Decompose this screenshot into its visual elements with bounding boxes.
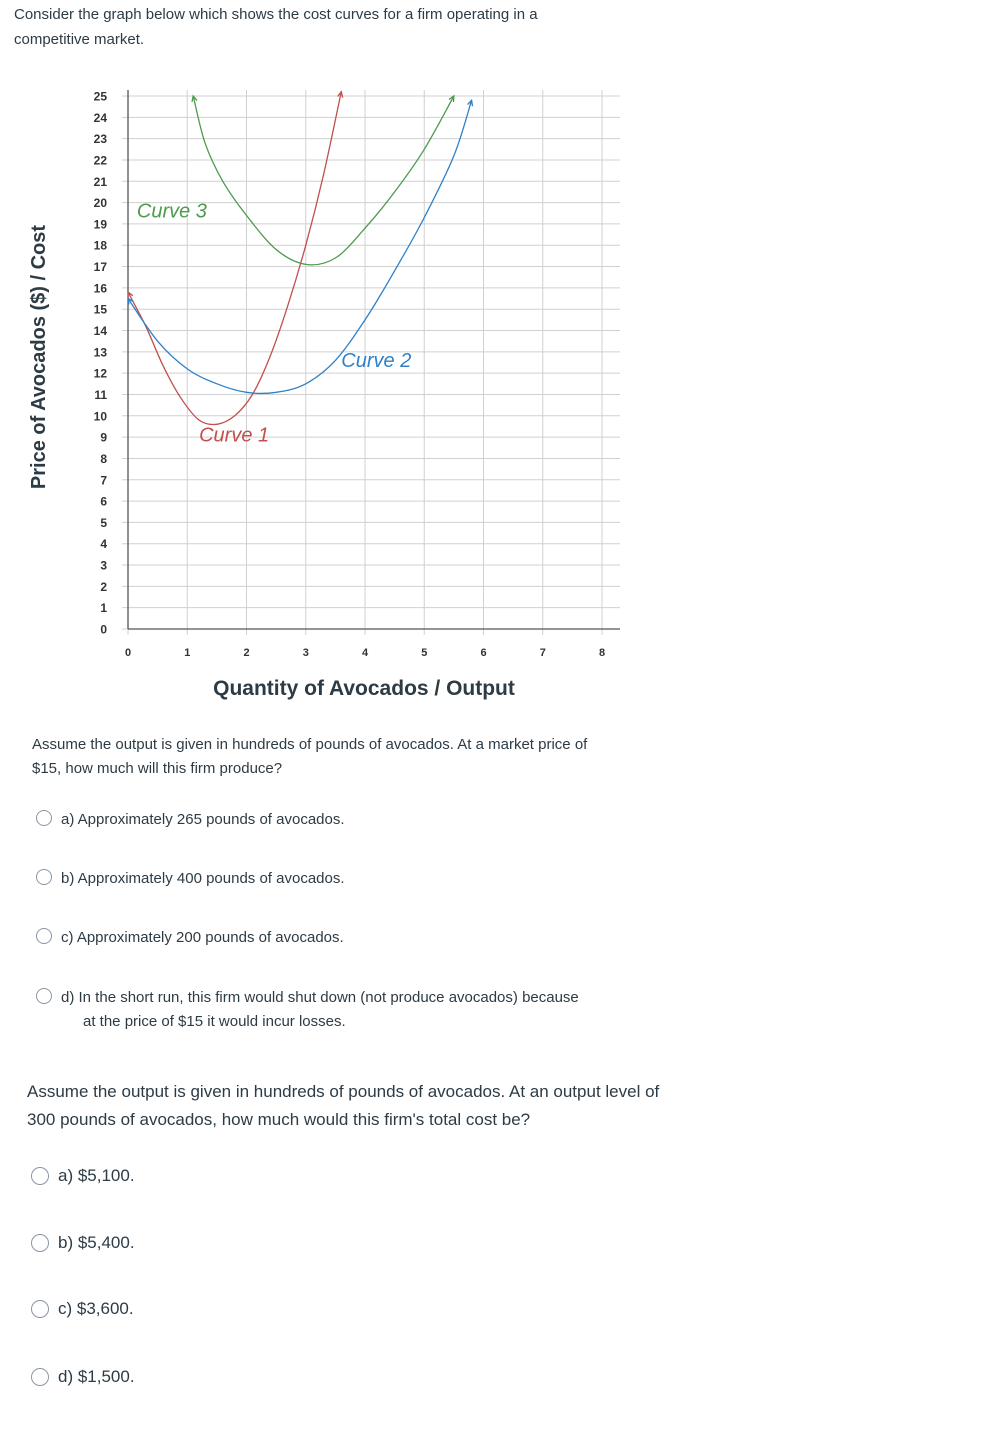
q1-option-b[interactable] — [36, 867, 345, 891]
q2-option-b-radio[interactable] — [31, 1234, 49, 1252]
x-tick-label-8: 8 — [598, 647, 606, 659]
curve-1-line — [128, 92, 341, 425]
y-tick-label-5: 5 — [100, 515, 107, 530]
q1-option-b-label: b) Approximately 400 pounds of avocados. — [61, 870, 345, 887]
q2-option-b-label: b) $5,400. — [58, 1233, 135, 1252]
q1-option-a-label: a) Approximately 265 pounds of avocados. — [61, 811, 345, 828]
y-tick-label-20: 20 — [93, 196, 107, 211]
y-tick-label-16: 16 — [93, 281, 107, 296]
q2-option-c-radio[interactable] — [31, 1300, 49, 1318]
q1-option-b-radio[interactable] — [36, 869, 52, 885]
y-tick-label-18: 18 — [93, 238, 107, 253]
y-tick-label-6: 6 — [100, 494, 107, 509]
y-tick-label-19: 19 — [93, 217, 107, 232]
intro-text: Consider the graph below which shows the cost curves for a firm operating in a competitive market. — [14, 6, 538, 48]
y-tick-label-23: 23 — [93, 132, 107, 147]
curve-2-line — [128, 100, 472, 393]
x-tick-label-1: 1 — [184, 647, 191, 659]
q2-option-a[interactable] — [31, 1164, 135, 1188]
q2-option-b[interactable] — [31, 1231, 135, 1255]
question-1-line-2: $15, how much will this firm produce? — [32, 760, 283, 777]
x-tick-label-5: 5 — [421, 647, 428, 659]
q2-option-d[interactable] — [31, 1365, 135, 1389]
q2-option-a-radio[interactable] — [31, 1167, 49, 1185]
cost-curves-chart — [0, 70, 680, 710]
y-tick-label-8: 8 — [100, 451, 107, 466]
x-axis-title: Quantity of Avocados / Output — [213, 677, 515, 700]
x-tick-label-0: 0 — [124, 647, 132, 659]
question-2-line-2: 300 pounds of avocados, how much would this firm's total cost be? — [27, 1110, 531, 1129]
q1-option-d-line-2: at the price of $15 it would incur losses. — [83, 1013, 346, 1030]
y-tick-label-13: 13 — [93, 345, 107, 360]
curve-2-label: Curve 2 — [341, 349, 412, 372]
question-1-line-1: Assume the output is given in hundreds of pounds of avocados. At a market price of — [32, 736, 588, 753]
y-tick-label-2: 2 — [100, 579, 107, 594]
curve-1-label: Curve 1 — [199, 424, 270, 447]
chart-curves — [128, 92, 473, 425]
y-tick-label-17: 17 — [93, 260, 107, 275]
x-tick-label-6: 6 — [480, 647, 487, 659]
y-tick-label-1: 1 — [100, 601, 107, 616]
y-tick-label-15: 15 — [93, 302, 107, 317]
q1-option-d-radio[interactable] — [36, 988, 52, 1004]
q1-option-c-radio[interactable] — [36, 928, 52, 944]
y-tick-label-7: 7 — [100, 473, 107, 488]
x-tick-label-3: 3 — [302, 647, 309, 659]
q2-option-d-label: d) $1,500. — [58, 1367, 135, 1386]
y-tick-label-10: 10 — [93, 409, 107, 424]
y-tick-label-3: 3 — [100, 558, 107, 573]
y-tick-label-9: 9 — [100, 430, 107, 445]
x-tick-label-2: 2 — [243, 647, 250, 659]
y-tick-label-22: 22 — [93, 153, 107, 168]
q1-option-c[interactable] — [36, 926, 344, 950]
q1-option-d-label — [61, 986, 579, 1034]
q2-option-a-label: a) $5,100. — [58, 1166, 135, 1185]
question-1-text — [32, 733, 692, 781]
curve-3-line — [193, 96, 454, 265]
q1-option-c-label: c) Approximately 200 pounds of avocados. — [61, 929, 344, 946]
q2-option-d-radio[interactable] — [31, 1368, 49, 1386]
question-2-text — [27, 1078, 767, 1134]
q1-option-d-line-1: d) In the short run, this firm would shut down (not produce avocados) because — [61, 989, 579, 1006]
curve-3-label: Curve 3 — [136, 200, 207, 223]
y-tick-label-0: 0 — [100, 622, 107, 637]
y-axis-title: Price of Avocados ($) / Cost — [28, 224, 50, 490]
y-tick-label-14: 14 — [93, 324, 107, 339]
q1-option-d[interactable] — [36, 986, 579, 1034]
x-tick-label-7: 7 — [539, 647, 546, 659]
q2-option-c-label: c) $3,600. — [58, 1299, 134, 1318]
q1-option-a-radio[interactable] — [36, 810, 52, 826]
x-tick-label-4: 4 — [361, 647, 369, 659]
y-tick-label-24: 24 — [93, 110, 107, 125]
y-tick-label-21: 21 — [93, 174, 107, 189]
chart-axes — [94, 90, 620, 660]
y-tick-label-12: 12 — [93, 366, 107, 381]
y-tick-label-11: 11 — [94, 387, 107, 402]
y-tick-label-4: 4 — [100, 537, 107, 552]
y-tick-label-25: 25 — [93, 89, 107, 104]
question-2-line-1: Assume the output is given in hundreds of pounds of avocados. At an output level of — [27, 1082, 660, 1101]
q1-option-a[interactable] — [36, 808, 345, 832]
q2-option-c[interactable] — [31, 1297, 134, 1321]
